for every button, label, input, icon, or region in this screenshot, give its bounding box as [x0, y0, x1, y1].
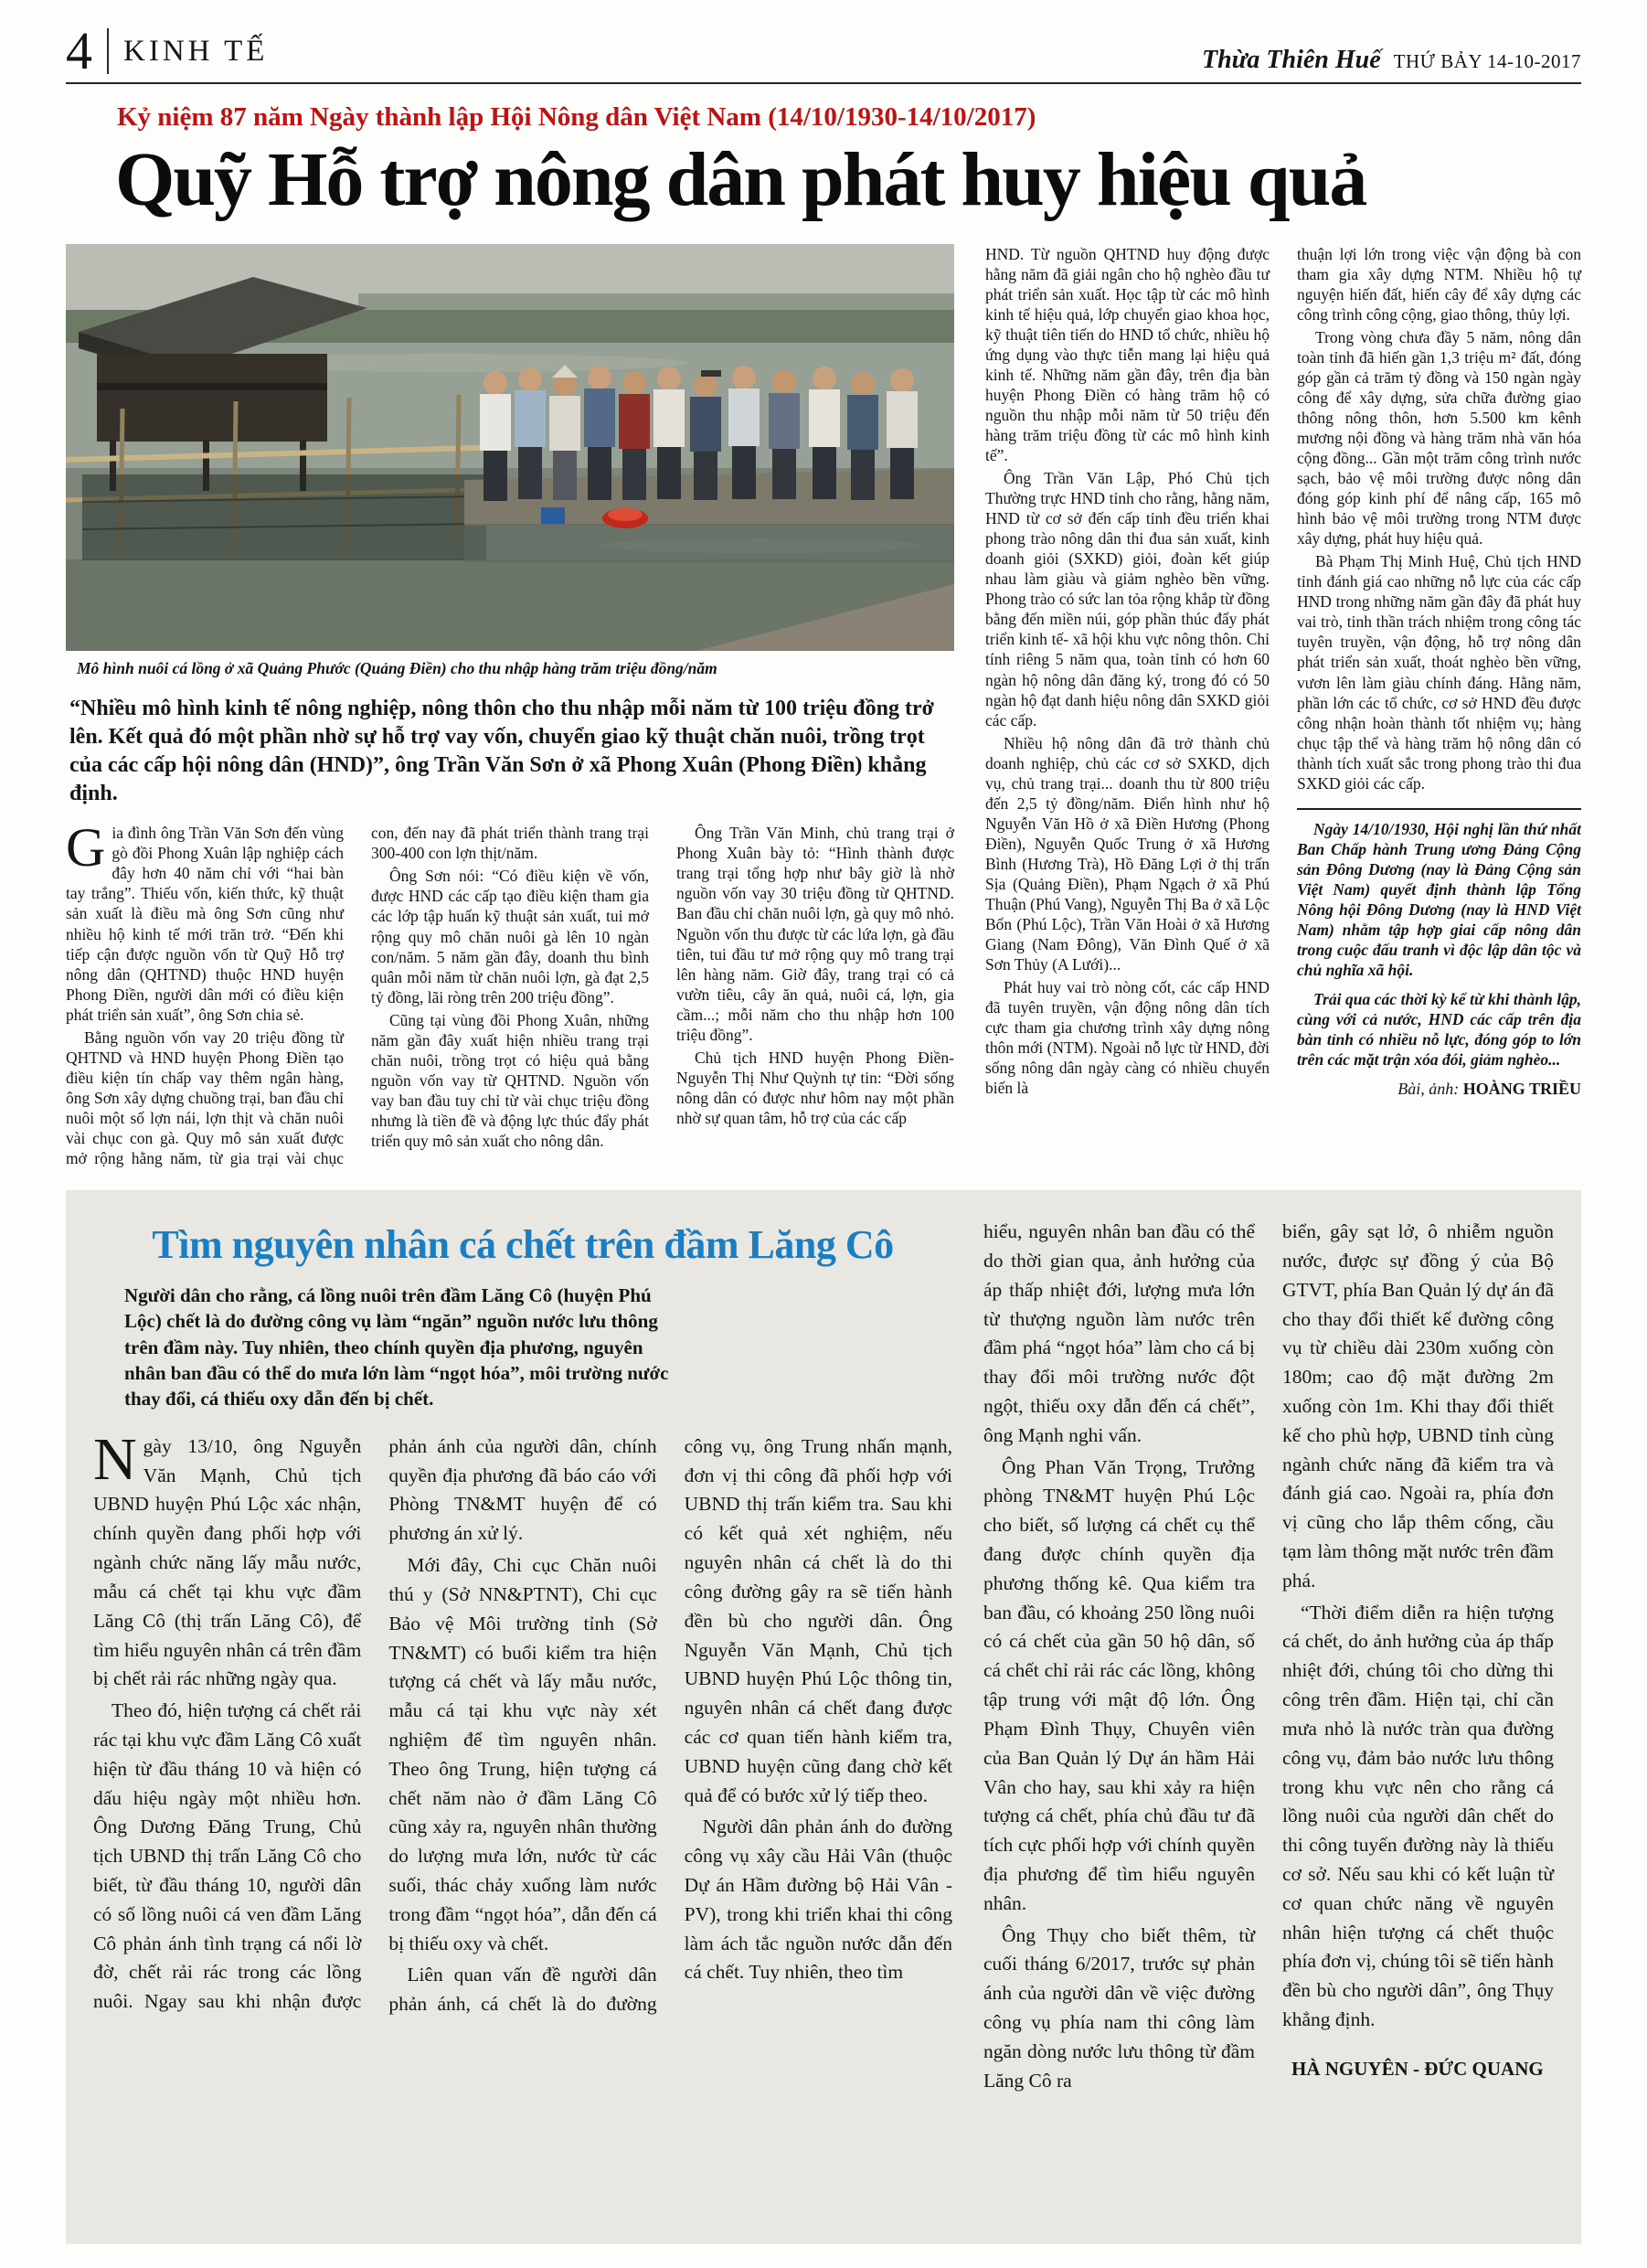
- article-body-left: [66, 817, 954, 1168]
- paragraph: Ông Sơn nói: “Có điều kiện về vốn, được HND các cấp tạo điều kiện tham gia các lớp tập huấn kỹ thuật sản xuất, tui mở rộng quy mô chăn nuôi gà lên 10 ngàn con/năm. 5 năm gần đây, doanh thu bình quân mỗi năm từ chăn nuôi lợn, gà đạt 2,5 tỷ đồng, lãi ròng trên 200 triệu đồng”.: [371, 867, 649, 1006]
- dropcap: N: [93, 1425, 137, 1493]
- article-lede: “Nhiều mô hình kinh tế nông nghiệp, nông thôn cho thu nhập mỗi năm từ 100 triệu đồng trở lên. Kết quả đó một phần nhờ sự hỗ trợ vay vốn, chuyển giao kỹ thuật chăn nuôi, trồng trọt của các cấp hội nông dân (HND)”, ông Trần Văn Sơn ở xã Phong Xuân (Phong Điền) khẳng định.: [69, 696, 934, 806]
- header-divider: [107, 28, 109, 74]
- paragraph: biển, gây sạt lở, ô nhiễm nguồn nước, được sự đồng ý của Bộ GTVT, phía Ban Quản lý dự án đã cho thay đổi thiết kế đường công vụ từ chiều dài 230m xuống còn 180m; cao độ mặt đường 2m xuống còn 1m. Khi thay đổi thiết kế cho phù hợp, UBND tỉnh cùng ngành chức năng đã kiểm tra và đánh giá cao. Ngoài ra, phía đơn vị cũng cho lắp thêm cống, cầu tạm làm thông mặt nước trên đầm phá.: [1282, 1220, 1554, 1592]
- byline: [1297, 1079, 1581, 1100]
- paragraph-text: gày 13/10, ông Nguyễn Văn Mạnh, Chủ tịch UBND huyện Phú Lộc xác nhận, chính quyền đang phối hợp với ngành chức năng lấy mẫu nước, mẫu cá chết tại khu vực đầm Lăng Cô (thị trấn Lăng Cô), để tìm hiểu nguyên nhân cá trên đầm bị chết rải rác những ngày qua.: [93, 1434, 362, 1690]
- paragraph: hiểu, nguyên nhân ban đầu có thể do thời gian qua, ảnh hưởng của áp thấp nhiệt đới, lượng mưa lớn từ thượng nguồn làm nước trên đầm phá “ngọt hóa” làm cho cá bị thay đổi môi trường nước đột ngột, thiếu oxy dẫn đến cá chết”, ông Mạnh nghi vấn.: [983, 1220, 1255, 1446]
- article-main-layout: [66, 244, 1581, 1169]
- paragraph: Chủ tịch HND huyện Phong Điền- Nguyễn Thị Như Quỳnh tự tin: “Đời sống nông dân có được như hôm nay một phần nhờ sự quan tâm, hỗ trợ của các cấp: [676, 1048, 954, 1127]
- paragraph: Ông Phan Văn Trọng, Trưởng phòng TN&MT huyện Phú Lộc cho biết, số lượng cá chết cụ thể đang được chính quyền địa phương thống kê. Qua kiểm tra ban đầu, có khoảng 250 lồng nuôi có cá chết của gần 50 hộ dân, số cá chết chỉ rải rác các lồng, không tập trung với mật độ lớn. Ông Phạm Đình Thụy, Chuyên viên của Ban Quản lý Dự án hầm Hải Vân cho hay, sau khi xảy ra hiện tượng cá chết, phía chủ đầu tư đã tích cực phối hợp với chính quyền địa phương để tìm hiểu nguyên nhân.: [983, 1455, 1255, 1914]
- dropcap: G: [66, 817, 106, 878]
- paragraph: HND. Từ nguồn QHTND huy động được hằng năm đã giải ngân cho hộ nghèo đầu tư phát triển sản xuất. Học tập từ các mô hình kinh tế hiệu quả, lớp chuyển giao khoa học, kỹ thuật tiên tiến do HND tổ chức, nhiều hộ ứng dụng vào thực tiễn mang lại hiệu quả kinh tế. Những năm gần đây, trên địa bàn huyện Phong Điền có hàng trăm hộ có nguồn thu nhập mỗi năm từ 50 triệu đến hàng trăm triệu đồng từ các mô hình kinh tế”.: [985, 244, 1270, 465]
- article-secondary-layout: [93, 1218, 1554, 2220]
- paragraph-group: [1297, 244, 1581, 793]
- masthead-block: [1202, 46, 1581, 75]
- main-headline: Quỹ Hỗ trợ nông dân phát huy hiệu quả: [115, 137, 1366, 223]
- paragraph: Trải qua các thời kỳ kể từ khi thành lập, cùng với cả nước, HND các cấp trên địa bàn tỉnh có nhiều nỗ lực, đóng góp to lớn trên các mặt trận xóa đói, giảm nghèo...: [1297, 990, 1581, 1070]
- paragraph: Ông Trần Văn Lập, Phó Chủ tịch Thường trực HND tỉnh cho rằng, hằng năm, HND từ cơ sở đến cấp tỉnh đều triển khai phong trào nông dân thi đua sản xuất, kinh doanh giỏi (SXKD) giỏi, đoàn kết giúp nhau làm giàu và giảm nghèo bền vững. Phong trào có sức lan tỏa rộng khắp từ đồng bằng đến miền núi, góp phần thúc đẩy phát triển kinh tế- xã hội khu vực nông thôn. Chỉ tính riêng 5 năm qua, toàn tỉnh có hơn 60 ngàn hộ nông dân đăng ký, trong đó có 50 ngàn hộ đạt danh hiệu nông dân SXKD giỏi các cấp.: [985, 469, 1270, 729]
- kicker: Kỷ niệm 87 năm Ngày thành lập Hội Nông dân Việt Nam (14/10/1930-14/10/2017): [117, 102, 1036, 133]
- paragraph: [93, 1425, 362, 1694]
- article-column-5: [1297, 244, 1581, 1117]
- paragraph: Người dân phản ánh do đường công vụ xây cầu Hải Vân (thuộc Dự án Hầm đường bộ Hải Vân - PV), trong khi triển khai thi công làm ách tắc nguồn nước dẫn đến cá chết. Tuy nhiên, theo tìm: [684, 1815, 952, 1984]
- net: [82, 474, 486, 560]
- history-note: [1297, 808, 1581, 1070]
- article-secondary: [66, 1190, 1581, 2244]
- article-main: [66, 84, 1581, 1168]
- paragraph-text: ia đình ông Trần Văn Sơn đến vùng gò đồi Phong Xuân lập nghiệp cách đây hơn 40 năm chỉ với “hai bàn tay trắng”. Thiếu vốn, kiến thức, kỹ thuật sản xuất là điều mà ông Sơn cũng như nhiều hộ kinh tế mới trăn trở. “Đến khi tiếp cận được nguồn vốn từ Quỹ Hỗ trợ nông dân (QHTND) thuộc HND huyện Phong Điền, người dân mới có điều kiện phát triển sản xuất”, ông Sơn chia sẻ.: [66, 824, 344, 1024]
- issue-date: THỨ BẢY 14-10-2017: [1393, 50, 1581, 73]
- secondary-body-left: [93, 1425, 952, 2019]
- paragraph: Mới đây, Chi cục Chăn nuôi thú y (Sở NN&PTNT), Chi cục Bảo vệ Môi trường tỉnh (Sở TN&MT) có buổi kiểm tra hiện tượng cá chết và lấy mẫu nước, mẫu cá tại khu vực này xét nghiệm để tìm nguyên nhân. Theo ông Trung, hiện tượng cá chết năm nào ở đầm Lăng Cô cũng xảy ra, nguyên nhân thường do lượng mưa lớn, nước từ các suối, thác chảy xuống làm nước trong đầm “ngọt hóa”, dẫn đến cá bị thiếu oxy và chết.: [388, 1554, 657, 1954]
- cap: [701, 370, 721, 377]
- newspaper-name: Thừa Thiên Huế: [1201, 46, 1381, 75]
- byline: HÀ NGUYÊN - ĐỨC QUANG: [1291, 2057, 1544, 2080]
- bank-reflection: [464, 524, 954, 562]
- paragraph: “Thời điểm diễn ra hiện tượng cá chết, do ảnh hưởng của áp thấp nhiệt đới, chúng tôi cho dừng thi công trên đầm. Hiện tại, chỉ cần mưa nhỏ là nước tràn qua đường công vụ, đảm bảo nước lưu thông trong khu vực nên cho rằng cá lồng nuôi của người dân chết do thi công tuyến đường này là thiếu cơ sở. Nếu sau khi có kết luận từ cơ quan chức năng về nguyên nhân hiện tượng cá chết thuộc phía đơn vị, chúng tôi sẽ tiến hành đền bù cho người dân”, ông Thụy khẳng định.: [1282, 1601, 1554, 2031]
- paragraph: Ngày 14/10/1930, Hội nghị lần thứ nhất Ban Chấp hành Trung ương Đảng Cộng sản Đông Dương (nay là Đảng Cộng sản Việt Nam) quyết định thành lập Tổng Nông hội Đông Dương (nay là HND Việt Nam) nhằm tập hợp giai cấp nông dân trong cuộc đấu tranh vì độc lập dân tộc và chủ nghĩa xã hội.: [1297, 819, 1581, 980]
- article-secondary-left: [93, 1218, 952, 2220]
- fish-farm-photo: [66, 244, 954, 651]
- paragraph: thuận lợi lớn trong việc vận động bà con tham gia xây dựng NTM. Nhiều hộ tự nguyện hiến đất, hiến cây để xây dựng các công trình công cộng, giao thông, thủy lợi.: [1297, 244, 1581, 324]
- paragraph: Bà Phạm Thị Minh Huệ, Chủ tịch HND tỉnh đánh giá cao những nỗ lực của các cấp HND trong những năm gần đây đã phát huy vai trò, tinh thần trách nhiệm trong công tác tuyên truyền, vận động, hỗ trợ nông dân phát triển sản xuất, thoát nghèo bền vững, vươn lên làm giàu chính đáng. Hằng năm, phần lớn các tổ chức, cơ sở HND đều được công nhận hoàn thành tốt nhiệm vụ; hàng chục tập thể và hàng trăm hộ nông dân có thành tích xuất sắc trong phong trào thi đua SXKD giỏi các cấp.: [1297, 552, 1581, 793]
- article-photo-figure: [66, 244, 954, 678]
- page-header: [66, 21, 1581, 84]
- blue-pail: [541, 507, 565, 524]
- secondary-lede: Người dân cho rằng, cá lồng nuôi trên đầm Lăng Cô (huyện Phú Lộc) chết là do đường công vụ làm “ngăn” nguồn nước lưu thông trên đầm này. Tuy nhiên, theo chính quyền địa phương, nguyên nhân ban đầu có thể do mưa lớn làm “ngọt hóa”, môi trường nước thay đổi, cá thiếu oxy dẫn đến bị chết.: [124, 1284, 669, 1411]
- paragraph: Liên quan vấn đề người dân phản ánh, cá chết là do đường công vụ, ông Trung nhấn mạnh, đơn vị thi công đã phối hợp với UBND thị trấn kiểm tra. Sau khi có kết quả xét nghiệm, nếu nguyên nhân cá chết là do thi công đường gây ra sẽ tiến hành đền bù cho người dân. Ông Nguyễn Văn Mạnh, Chủ tịch UBND huyện Phú Lộc thông tin, nguyên nhân cá chết đang được các cơ quan tiến hành kiểm tra, UBND huyện cũng đang chờ kết quả để có bước xử lý tiếp theo.: [388, 1434, 952, 2016]
- paragraph: Trong vòng chưa đầy 5 năm, nông dân toàn tỉnh đã hiến gần 1,3 triệu m² đất, đóng góp gần cả trăm tỷ đồng và 150 ngàn ngày công để xây dựng, sửa chữa đường giao thông nông thôn, hơn 5.500 km kênh mương nội đồng và hàng trăm nhà văn hóa cộng đồng... Gần một trăm công trình nước sạch, bảo vệ môi trường được nông dân đóng góp kinh phí để nâng cấp, 165 mô hình bảo vệ môi trường trong NTM được xây dựng, phát huy hiệu quả.: [1297, 327, 1581, 548]
- paragraph: Ông Trần Văn Minh, chủ trang trại ở Phong Xuân bày tỏ: “Hình thành được trang trại tổng hợp như bây giờ là nhờ nguồn vốn vay 30 triệu đồng từ QHTND. Ban đầu chỉ chăn nuôi lợn, gà quy mô nhỏ. Nguồn vốn thu được từ các lứa lợn, gà đầu tiên, tui đầu tư mở rộng quy mô trang trại lên hàng năm. Giờ đây, trang trại có cả vườn tiêu, cây ăn quả, nuôi cá, lợn, gia cầm...; mỗi năm cho thu nhập hơn 100 triệu đồng”.: [676, 824, 954, 1044]
- secondary-column-4: [983, 1218, 1255, 2103]
- paragraph: Nhiều hộ nông dân đã trở thành chủ doanh nghiệp, chủ các cơ sở SXKD, dịch vụ, chủ trang trại... doanh thu từ 800 triệu đến 2,5 tỷ đồng/năm. Điển hình như hộ Nguyễn Văn Hồ ở xã Điền Hương (Phong Điền), Nguyễn Quốc Trung ở xã Hương Bình (Hương Trà), Hồ Đăng Lợi ở thị trấn Sịa (Quảng Điền), Phạm Ngạch ở xã Phú Thuận (Phú Vang), Nguyễn Thị Ba ở xã Lộc Bổn (Phú Lộc), Trần Văn Hoài ở xã Hương Giang (Nam Đông), Văn Đình Quế ở xã Sơn Thủy (A Lưới)...: [985, 733, 1270, 974]
- article-secondary-right: [983, 1218, 1554, 2220]
- paragraph: Ông Thụy cho biết thêm, từ cuối tháng 6/2017, trước sự phản ánh của người dân về việc đường công vụ phía nam thi công làm ngăn dòng nước lưu thông từ đầm Lăng Cô ra: [983, 1923, 1255, 2092]
- section-block: [66, 21, 269, 80]
- section-title: KINH TẾ: [123, 34, 269, 68]
- article-column-4: [985, 244, 1270, 1117]
- paragraph: Cũng tại vùng đồi Phong Xuân, những năm gần đây xuất hiện nhiều trang trại chăn nuôi, trồng trọt có hiệu quả bằng nguồn vốn vay từ QHTND. Nguồn vốn vay ban đầu tuy chỉ từ vài chục triệu đồng nhưng là tiền đề và động lực thúc đẩy phát triển quy mô sản xuất cho nông dân.: [371, 1010, 649, 1150]
- secondary-headline: Tìm nguyên nhân cá chết trên đầm Lăng Cô: [152, 1222, 894, 1268]
- red-basin-rim: [608, 508, 643, 521]
- paragraph-group: [1282, 1218, 1554, 2035]
- byline-label: Bài, ảnh:: [1397, 1080, 1460, 1099]
- page-number: 4: [66, 21, 92, 80]
- photo-caption: Mô hình nuôi cá lồng ở xã Quảng Phước (Quảng Điền) cho thu nhập hàng trăm triệu đồng/năm: [77, 658, 717, 677]
- article-main-left: [66, 244, 954, 1169]
- paragraph: Bằng nguồn vốn vay 20 triệu đồng từ QHTND và HND huyện Phong Điền tạo điều kiện tín chấp vay thêm ngân hàng, ông Sơn xây dựng chuồng trại, ban đầu chỉ nuôi một số lợn nái, lợn thịt và chăn nuôi vài chục con gà. Quy mô sản xuất được mở rộng hằng năm, từ gia trại vài chục con, đến nay đã phát triển thành trang trại 300-400 con lợn thịt/năm.: [66, 824, 649, 1168]
- paragraph: [66, 817, 344, 1024]
- byline-name: HOÀNG TRIỀU: [1462, 1080, 1581, 1099]
- article-main-right: [985, 244, 1581, 1169]
- secondary-column-5: [1282, 1218, 1554, 2103]
- paragraph: Phát huy vai trò nòng cốt, các cấp HND đã tuyên truyền, vận động nông dân tích cực tham gia chương trình xây dựng nông thôn mới (NTM). Ngoài nỗ lực từ HND, đời sống nông dân ngày càng có nhiều chuyển biến là: [985, 978, 1270, 1098]
- paragraph: Theo đó, hiện tượng cá chết rải rác tại khu vực đầm Lăng Cô xuất hiện từ đầu tháng 10 và hiện có dấu hiệu ngày một nhiều hơn. Ông Dương Đăng Trung, Chủ tịch UBND thị trấn Lăng Cô cho biết, từ đầu tháng 10, người dân có số lồng nuôi cá ven đầm Lăng Cô phản ánh tình trạng cá nổi lờ đờ, chết rải rác trong các lồng nuôi. Ngay sau khi nhận được phản ánh của người dân, chính quyền địa phương đã báo cáo với Phòng TN&MT huyện để có phương án xử lý.: [93, 1434, 657, 2013]
